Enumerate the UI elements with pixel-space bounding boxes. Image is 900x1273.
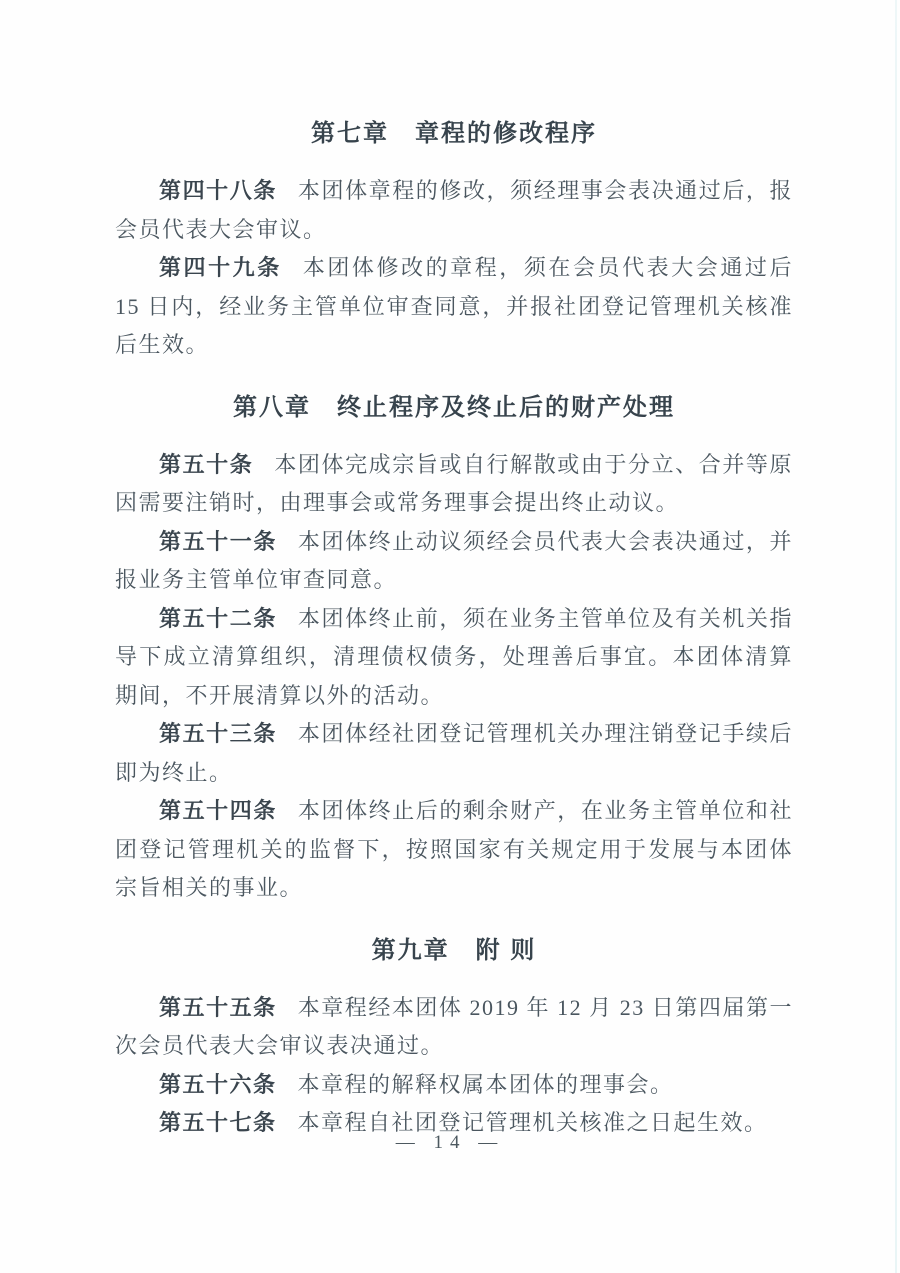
article-49 [115,249,793,365]
article-53 [115,715,793,792]
article-57-text: 本章程自社团登记管理机关核准之日起生效。 [297,1110,768,1135]
chapter-7-section [115,120,793,365]
article-56 [115,1066,793,1105]
article-54-text: 本团体终止后的剩余财产，在业务主管单位和社团登记管理机关的监督下，按照国家有关规定用于发展与本团体宗旨相关的事业。 [115,798,793,900]
article-51-number: 第五十一条 [159,528,277,554]
article-53-text: 本团体经社团登记管理机关办理注销登记手续后即为终止。 [115,721,793,785]
article-52-text: 本团体终止前，须在业务主管单位及有关机关指导下成立清算组织，清理债权债务，处理善后事宜。本团体清算期间，不开展清算以外的活动。 [115,605,793,708]
chapter-9-section [115,937,793,1143]
article-49-number: 第四十九条 [159,255,282,280]
article-50 [115,446,793,523]
chapter-9-heading: 第九章 附 则 [371,936,537,964]
article-51 [115,523,793,600]
article-52-number: 第五十二条 [159,605,277,631]
article-49-text: 本团体修改的章程，须在会员代表大会通过后 15 日内，经业务主管单位审查同意，并报社团登记管理机关核准后生效。 [115,255,793,357]
page-number: — 14 — [395,1132,505,1153]
article-55 [115,989,793,1066]
article-51-text: 本团体终止动议须经会员代表大会表决通过，并报业务主管单位审查同意。 [115,528,793,592]
chapter-8-heading: 第八章 终止程序及终止后的财产处理 [233,393,675,421]
article-53-number: 第五十三条 [159,721,277,746]
article-56-number: 第五十六条 [159,1071,277,1097]
chapter-7-heading: 第七章 章程的修改程序 [311,120,597,147]
article-56-text: 本章程的解释权属本团体的理事会。 [297,1071,674,1097]
article-50-text: 本团体完成宗旨或自行解散或由于分立、合并等原因需要注销时，由理事会或常务理事会提出终止动议。 [115,451,793,515]
article-48-number: 第四十八条 [159,178,277,203]
article-54-number: 第五十四条 [159,798,277,823]
scan-edge-artifact [895,0,897,1273]
chapter-8-section [115,394,793,908]
article-48 [115,172,793,249]
article-54 [115,792,793,908]
article-50-number: 第五十条 [159,451,254,477]
document-body [115,120,793,1143]
article-52 [115,600,793,716]
article-55-number: 第五十五条 [159,994,277,1020]
article-55-text: 本章程经本团体 2019 年 12 月 23 日第四届第一次会员代表大会审议表决通过。 [115,994,793,1058]
article-57-number: 第五十七条 [159,1110,277,1135]
article-48-text: 本团体章程的修改，须经理事会表决通过后，报会员代表大会审议。 [115,178,793,242]
